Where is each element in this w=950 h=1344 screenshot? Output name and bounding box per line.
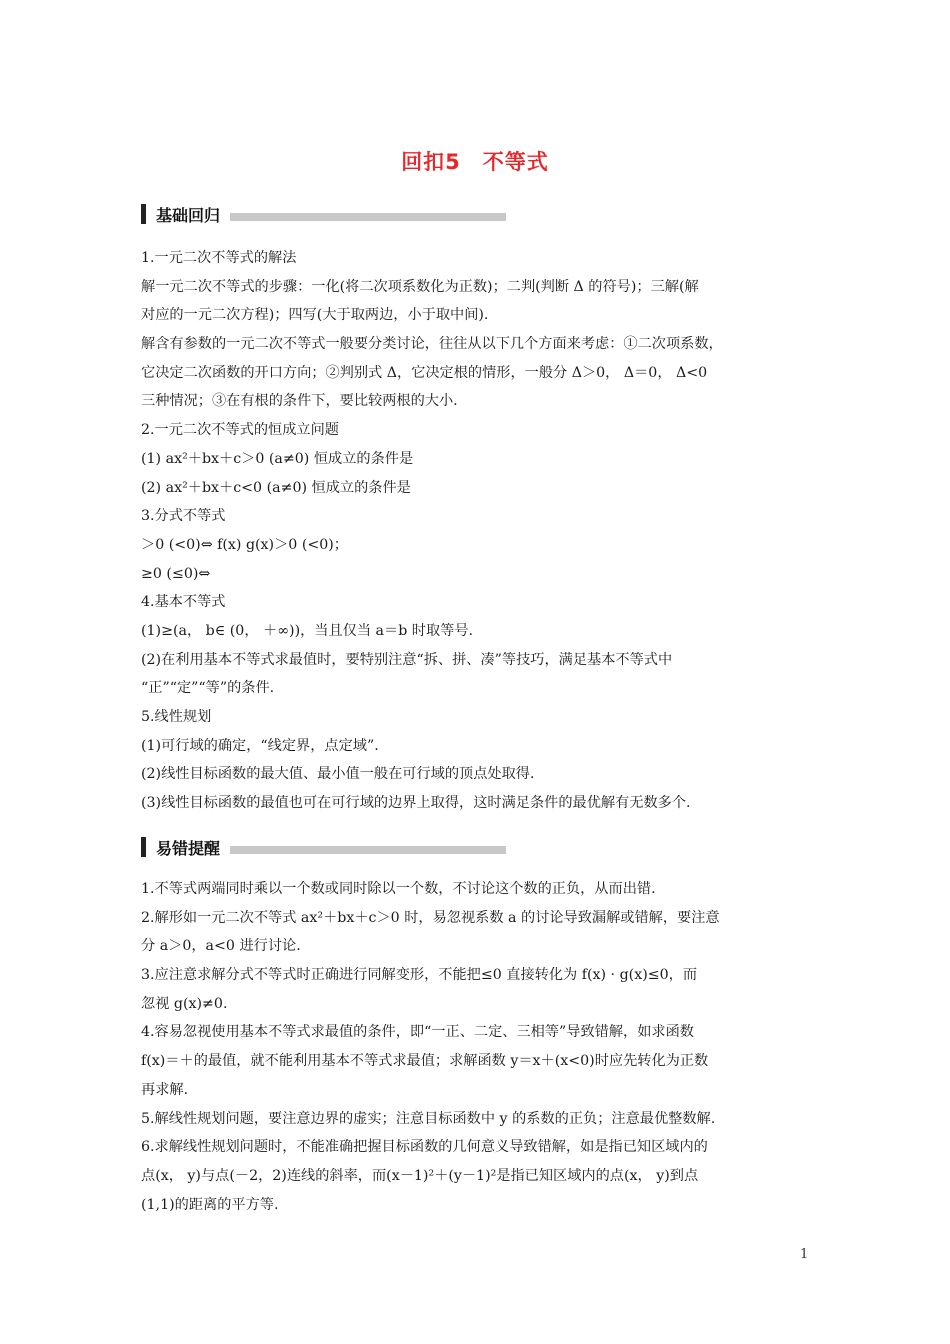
text-line: 1.一元二次不等式的解法 [141, 250, 297, 266]
text-line: 解含有参数的一元二次不等式一般要分类讨论，往往从以下几个方面来考虑：①二次项系数， [141, 336, 723, 353]
text-line: (1)可行域的确定，“线定界，点定域”. [141, 737, 379, 754]
text-line: (2) ax²＋bx＋c<0 (a≠0) 恒成立的条件是 [141, 479, 411, 496]
text-line: 对应的一元二次方程)；四写(大于取两边，小于取中间). [141, 307, 489, 324]
text-line: (2)线性目标函数的最大值、最小值一般在可行域的顶点处取得. [141, 766, 535, 783]
text-line: 5.线性规划 [141, 709, 212, 725]
text-line: 分 a＞0，a<0 进行讨论. [141, 938, 301, 955]
section-header-basics [141, 203, 506, 225]
section-heading: 基础回归 [156, 205, 221, 225]
text-line: 4.基本不等式 [141, 594, 226, 611]
text-line: ≥0 (≤0)⇔ [141, 565, 211, 582]
section-heading: 易错提醒 [156, 838, 221, 858]
section-rule [230, 846, 506, 854]
text-line: (1)≥(a， b∈ (0， ＋∞))，当且仅当 a＝b 时取等号. [141, 622, 474, 639]
text-line: 2.解形如一元二次不等式 ax²＋bx＋c＞0 时，易忽视系数 a 的讨论导致漏解或错解，要注意 [141, 909, 720, 926]
text-line: 3.分式不等式 [141, 508, 226, 525]
text-line: 4.容易忽视使用基本不等式求最值的条件，即“一正、二定、三相等”导致错解，如求函数 [141, 1024, 694, 1041]
text-line: 点(x， y)与点(－2，2)连线的斜率，而(x－1)²＋(y－1)²是指已知区域内的点(x， y)到点 [141, 1167, 699, 1184]
section-header-pitfalls [141, 836, 506, 858]
section-marker-bar [141, 204, 146, 224]
text-line: 2.一元二次不等式的恒成立问题 [141, 422, 339, 439]
section-marker-bar [141, 837, 146, 857]
text-line: (3)线性目标函数的最值也可在可行域的边界上取得，这时满足条件的最优解有无数多个. [141, 795, 691, 812]
text-line: 忽视 g(x)≠0. [141, 995, 228, 1012]
text-line: 解一元二次不等式的步骤：一化(将二次项系数化为正数)；二判(判断 Δ 的符号)；三解(解 [141, 278, 699, 295]
section-rule [230, 213, 506, 221]
text-line: (1) ax²＋bx＋c＞0 (a≠0) 恒成立的条件是 [141, 450, 414, 467]
section-body-pitfalls [141, 875, 813, 1219]
text-line: 3.应注意求解分式不等式时正确进行同解变形，不能把≤0 直接转化为 f(x) · g(x)≤0，而 [141, 967, 698, 984]
text-line: 1.不等式两端同时乘以一个数或同时除以一个数，不讨论这个数的正负，从而出错. [141, 881, 656, 897]
text-line: 6.求解线性规划问题时，不能准确把握目标函数的几何意义导致错解，如是指已知区域内的 [141, 1139, 708, 1156]
text-line: 三种情况；③在有根的条件下，要比较两根的大小. [141, 393, 458, 410]
text-line: f(x)＝＋的最值，就不能利用基本不等式求最值；求解函数 y＝x＋(x<0)时应先转化为正数 [141, 1053, 709, 1070]
text-line: 5.解线性规划问题，要注意边界的虚实；注意目标函数中 y 的系数的正负；注意最优整数解. [141, 1110, 716, 1127]
text-line: ＞0 (<0)⇔ f(x) g(x)＞0 (<0)； [141, 536, 348, 553]
text-line: 再求解. [141, 1081, 189, 1098]
page-number: 1 [800, 1247, 809, 1262]
text-line: “正”“定”“等”的条件. [141, 680, 275, 697]
page-title: 回扣5 不等式 [401, 150, 549, 174]
text-line: (1,1)的距离的平方等. [141, 1196, 279, 1213]
text-line: (2)在利用基本不等式求最值时，要特别注意“拆、拼、凑”等技巧，满足基本不等式中 [141, 651, 673, 668]
text-line: 它决定二次函数的开口方向；②判别式 Δ，它决定根的情形，一般分 Δ＞0， Δ＝0， Δ<0 [141, 364, 708, 381]
section-body-basics [141, 244, 813, 818]
